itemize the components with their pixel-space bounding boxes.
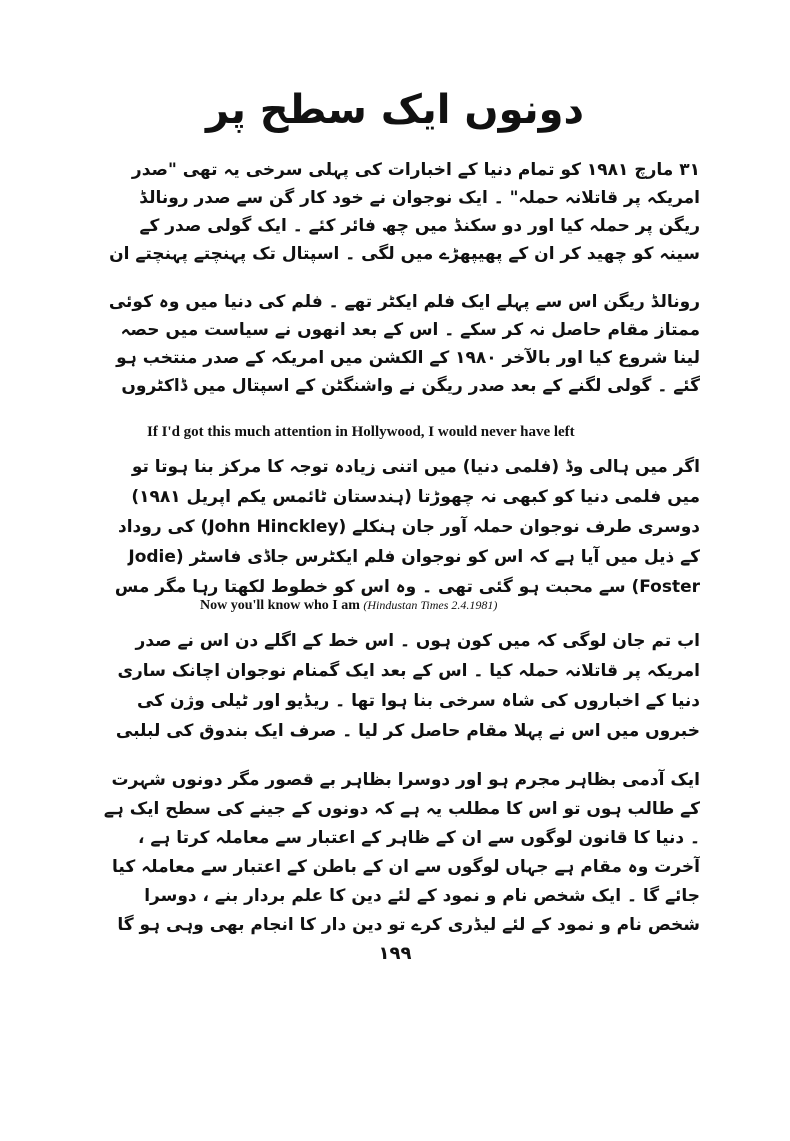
paragraph-5: ایک آدمی بظاہر مجرم ہو اور دوسرا بظاہر بے قصور مگر دونوں شہرت کے طالب ہوں تو اس کا مطلب یہ ہے کہ دونوں کے جینے کی سطح ایک ہے ۔ دنیا کا قانون لوگوں سے ان کے ظاہر کے اعتبار سے معاملہ کرتا ہے ، آخرت وہ مقام ہے جہاں لوگوں سے ان کے باطن کے اعتبار سے معاملہ کیا جائے گا ۔ ایک شخص نام و نمود کے لئے دین کا علم بردار بنے ، دوسرا شخص نام و نمود کے لئے لیڈری کرے تو دین دار کا انجام بھی وہی ہو گا — [103, 770, 700, 935]
paragraph-1: ۳۱ مارچ ۱۹۸۱ کو تمام دنیا کے اخبارات کی پہلی سرخی یہ تھی "صدر امریکہ پر قاتلانہ حملہ" ۔ ایک نوجوان نے خود کار گن سے صدر رونالڈ ریگن پر حملہ کیا اور دو سکنڈ میں چھ فائر کئے ۔ ایک گولی صدر کے سینہ کو چھید کر ان کے پھیپھڑے میں لگی ۔ اسپتال تک پہنچتے پہنچتے ان — [109, 160, 700, 264]
letter-quote: Now you'll know who I am — [200, 598, 360, 613]
hollywood-quote: If I'd got this much attention in Hollywood, I would never have left — [147, 424, 575, 440]
page-number: ۱۹۹ — [378, 943, 412, 964]
paragraph-3: اگر میں ہالی وڈ (فلمی دنیا) میں اتنی زیادہ توجہ کا مرکز بنا ہوتا تو میں فلمی دنیا کو کبھی نہ چھوڑتا (ہندستان ٹائمس یکم اپریل ۱۹۸۱) دوسری طرف نوجوان حملہ آور جان ہنکلے (John Hinckley) کی روداد کے ذیل میں آیا ہے کہ اس کو نوجوان فلم ایکٹرس جاڈی فاسٹر (Jodie Foster) سے محبت ہو گئی تھی ۔ وہ اس کو خطوط لکھتا رہا مگر مس — [114, 457, 700, 597]
page-title: دونوں ایک سطح پر — [205, 87, 585, 133]
letter-quote-citation: (Hindustan Times 2.4.1981) — [363, 598, 498, 612]
paragraph-2: رونالڈ ریگن اس سے پہلے ایک فلم ایکٹر تھے ۔ فلم کی دنیا میں وہ کوئی ممتاز مقام حاصل نہ کر سکے ۔ اس کے بعد انھوں نے سیاست میں حصہ لینا شروع کیا اور بالآخر ۱۹۸۰ کے الکشن میں امریکہ کے صدر منتخب ہو گئے ۔ گولی لگنے کے بعد صدر ریگن نے واشنگٹن کے اسپتال میں ڈاکٹروں — [108, 292, 700, 396]
letter-quote-line — [200, 598, 497, 614]
paragraph-4: اب تم جان لوگی کہ میں کون ہوں ۔ اس خط کے اگلے دن اس نے صدر امریکہ پر قاتلانہ حملہ کیا ۔ اس کے بعد ایک گمنام نوجوان اچانک ساری دنیا کے اخباروں کی شاہ سرخی بنا ہوا تھا ۔ ریڈیو اور ٹیلی وژن کی خبروں میں اس نے پہلا مقام حاصل کر لیا ۔ صرف ایک بندوق کی لبلبی — [115, 631, 700, 741]
